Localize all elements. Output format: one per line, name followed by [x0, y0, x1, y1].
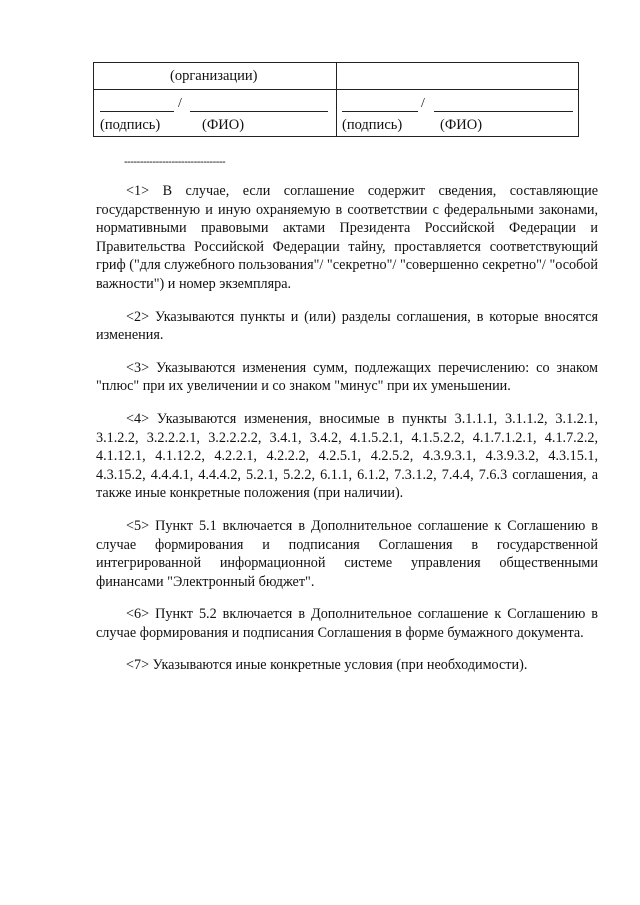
- footnote-7: <7> Указываются иные конкретные условия (при необходимости).: [126, 657, 528, 674]
- footnote-5: <5> Пункт 5.1 включается в Дополнительное соглашение к Соглашению в случае формирования и подписания Соглашения в государственной интегрированной информационной системе управления общественными финансами "Электронный бюджет".: [96, 517, 598, 590]
- left-name-label: (ФИО): [202, 117, 245, 133]
- left-name-line: [190, 111, 328, 112]
- footnote-separator: --------------------------------: [124, 156, 226, 168]
- right-signature-label: (подпись): [342, 117, 403, 133]
- table-vertical-divider: [336, 63, 337, 136]
- footnote-1: <1> В случае, если соглашение содержит сведения, составляющие государственную и иную охраняемую в соответствии с федеральными законами, нормативными правовыми актами Президента Российской Федерации и Правительства Российской Федерации тайну, проставляется соответствующий гриф ("для служебного пользования"/ "секретно"/ "совершенно секретно"/ "особой важности") и номер экземпляра.: [96, 183, 598, 292]
- right-name-line: [434, 111, 573, 112]
- table-horizontal-divider: [94, 89, 578, 90]
- footnote-2: <2> Указываются пункты и (или) разделы соглашения, в которые вносятся изменения.: [96, 308, 598, 344]
- left-signature-label: (подпись): [100, 117, 161, 133]
- footnotes: [96, 182, 598, 689]
- right-name-label: (ФИО): [440, 117, 483, 133]
- right-slash: /: [421, 96, 425, 111]
- left-organization-label: (организации): [170, 68, 258, 84]
- left-slash: /: [178, 96, 182, 111]
- footnote-6: <6> Пункт 5.2 включается в Дополнительное соглашение к Соглашению в случае формирования и подписания Соглашения в форме бумажного документа.: [96, 606, 598, 641]
- footnote-3: <3> Указываются изменения сумм, подлежащих перечислению: со знаком "плюс" при их увеличении и со знаком "минус" при их уменьшении.: [96, 359, 598, 395]
- footnote-4: <4> Указываются изменения, вносимые в пункты 3.1.1.1, 3.1.1.2, 3.1.2.1, 3.1.2.2, 3.2.2.2.1, 3.2.2.2.2, 3.4.1, 3.4.2, 4.1.5.2.1, 4.1.5.2.2, 4.1.7.1.2.1, 4.1.7.2.2, 4.1.12.1, 4.1.12.2, 4.2.2.1, 4.2.2.2, 4.2.5.1, 4.2.5.2, 4.3.9.3.1, 4.3.9.3.2, 4.3.15.1, 4.3.15.2, 4.4.4.1, 4.4.4.2, 5.2.1, 5.2.2, 6.1.1, 6.1.2, 7.3.1.2, 7.4.4, 7.6.3 соглашения, а также иные конкретные положения (при наличии).: [96, 410, 598, 502]
- left-signature-line: [100, 111, 174, 112]
- right-signature-line: [342, 111, 418, 112]
- signature-table: [93, 62, 579, 137]
